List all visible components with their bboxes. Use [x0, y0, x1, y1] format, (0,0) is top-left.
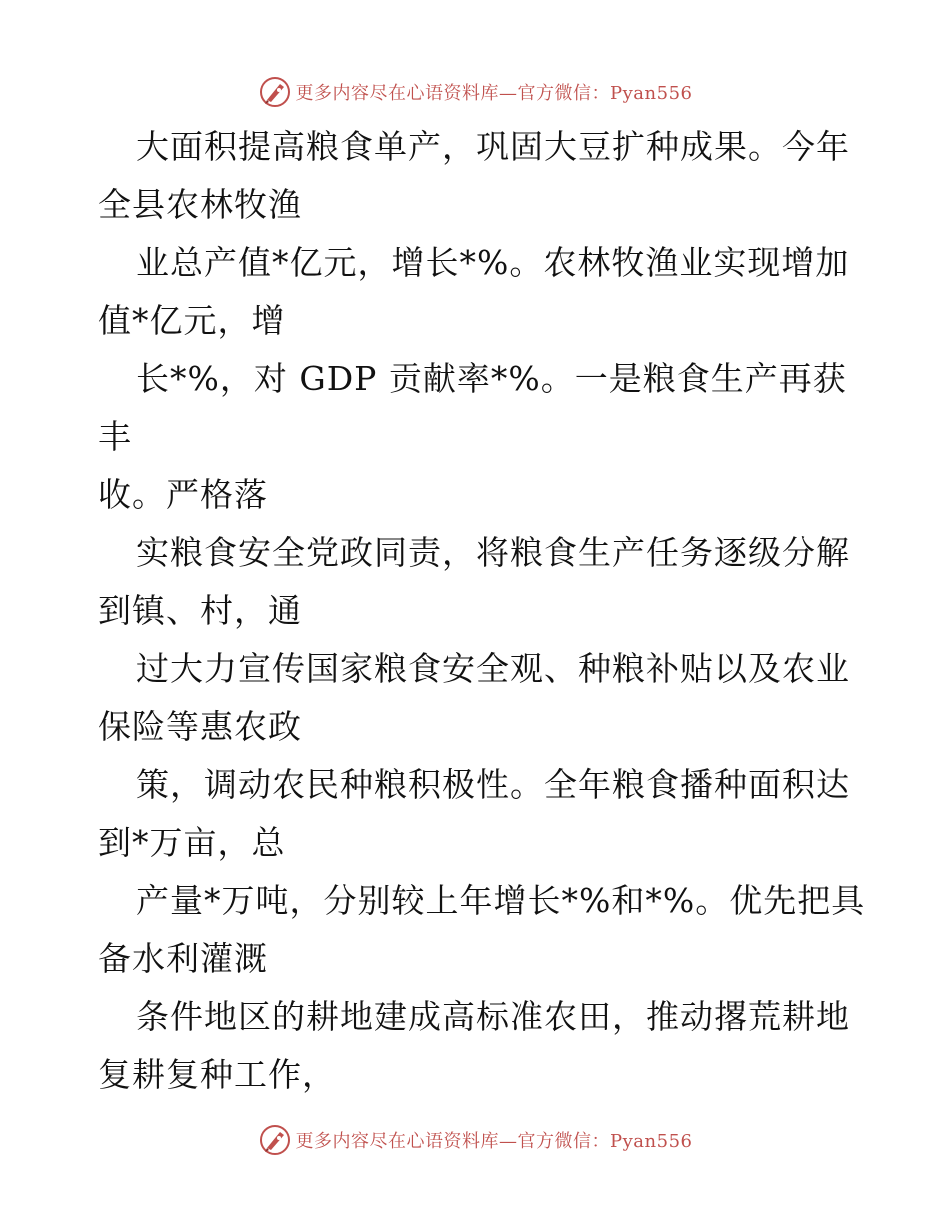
paragraph-line: 条件地区的耕地建成高标准农田，推动撂荒耕地 复耕复种工作， [98, 997, 850, 1094]
paragraph-line: 策，调动农民种粮积极性。全年粮食播种面积达 到*万亩，总 [98, 765, 850, 862]
quill-pen-icon [258, 75, 292, 109]
paragraph-line: 实粮食安全党政同责，将粮食生产任务逐级分解 到镇、村，通 [98, 533, 850, 630]
footer-banner-text: 更多内容尽在心语资料库—官方微信：Pyan556 [295, 1131, 693, 1152]
footer-banner [0, 1120, 950, 1160]
paragraph-line: 大面积提高粮食单产，巩固大豆扩种成果。今年 全县农林牧渔 [98, 127, 850, 224]
header-banner [0, 72, 950, 112]
paragraph-line: 长*%，对 GDP 贡献率*%。一是粮食生产再获丰 收。严格落 [98, 359, 847, 514]
paragraph-line: 过大力宣传国家粮食安全观、种粮补贴以及农业 保险等惠农政 [98, 649, 850, 746]
document-body [98, 118, 878, 1104]
paragraph-line: 产量*万吨，分别较上年增长*%和*%。优先把具 备水利灌溉 [98, 881, 866, 978]
header-banner-text: 更多内容尽在心语资料库—官方微信：Pyan556 [295, 83, 693, 104]
quill-pen-icon [258, 1123, 292, 1157]
paragraph-line: 业总产值*亿元，增长*%。农林牧渔业实现增加 值*亿元，增 [98, 243, 850, 340]
